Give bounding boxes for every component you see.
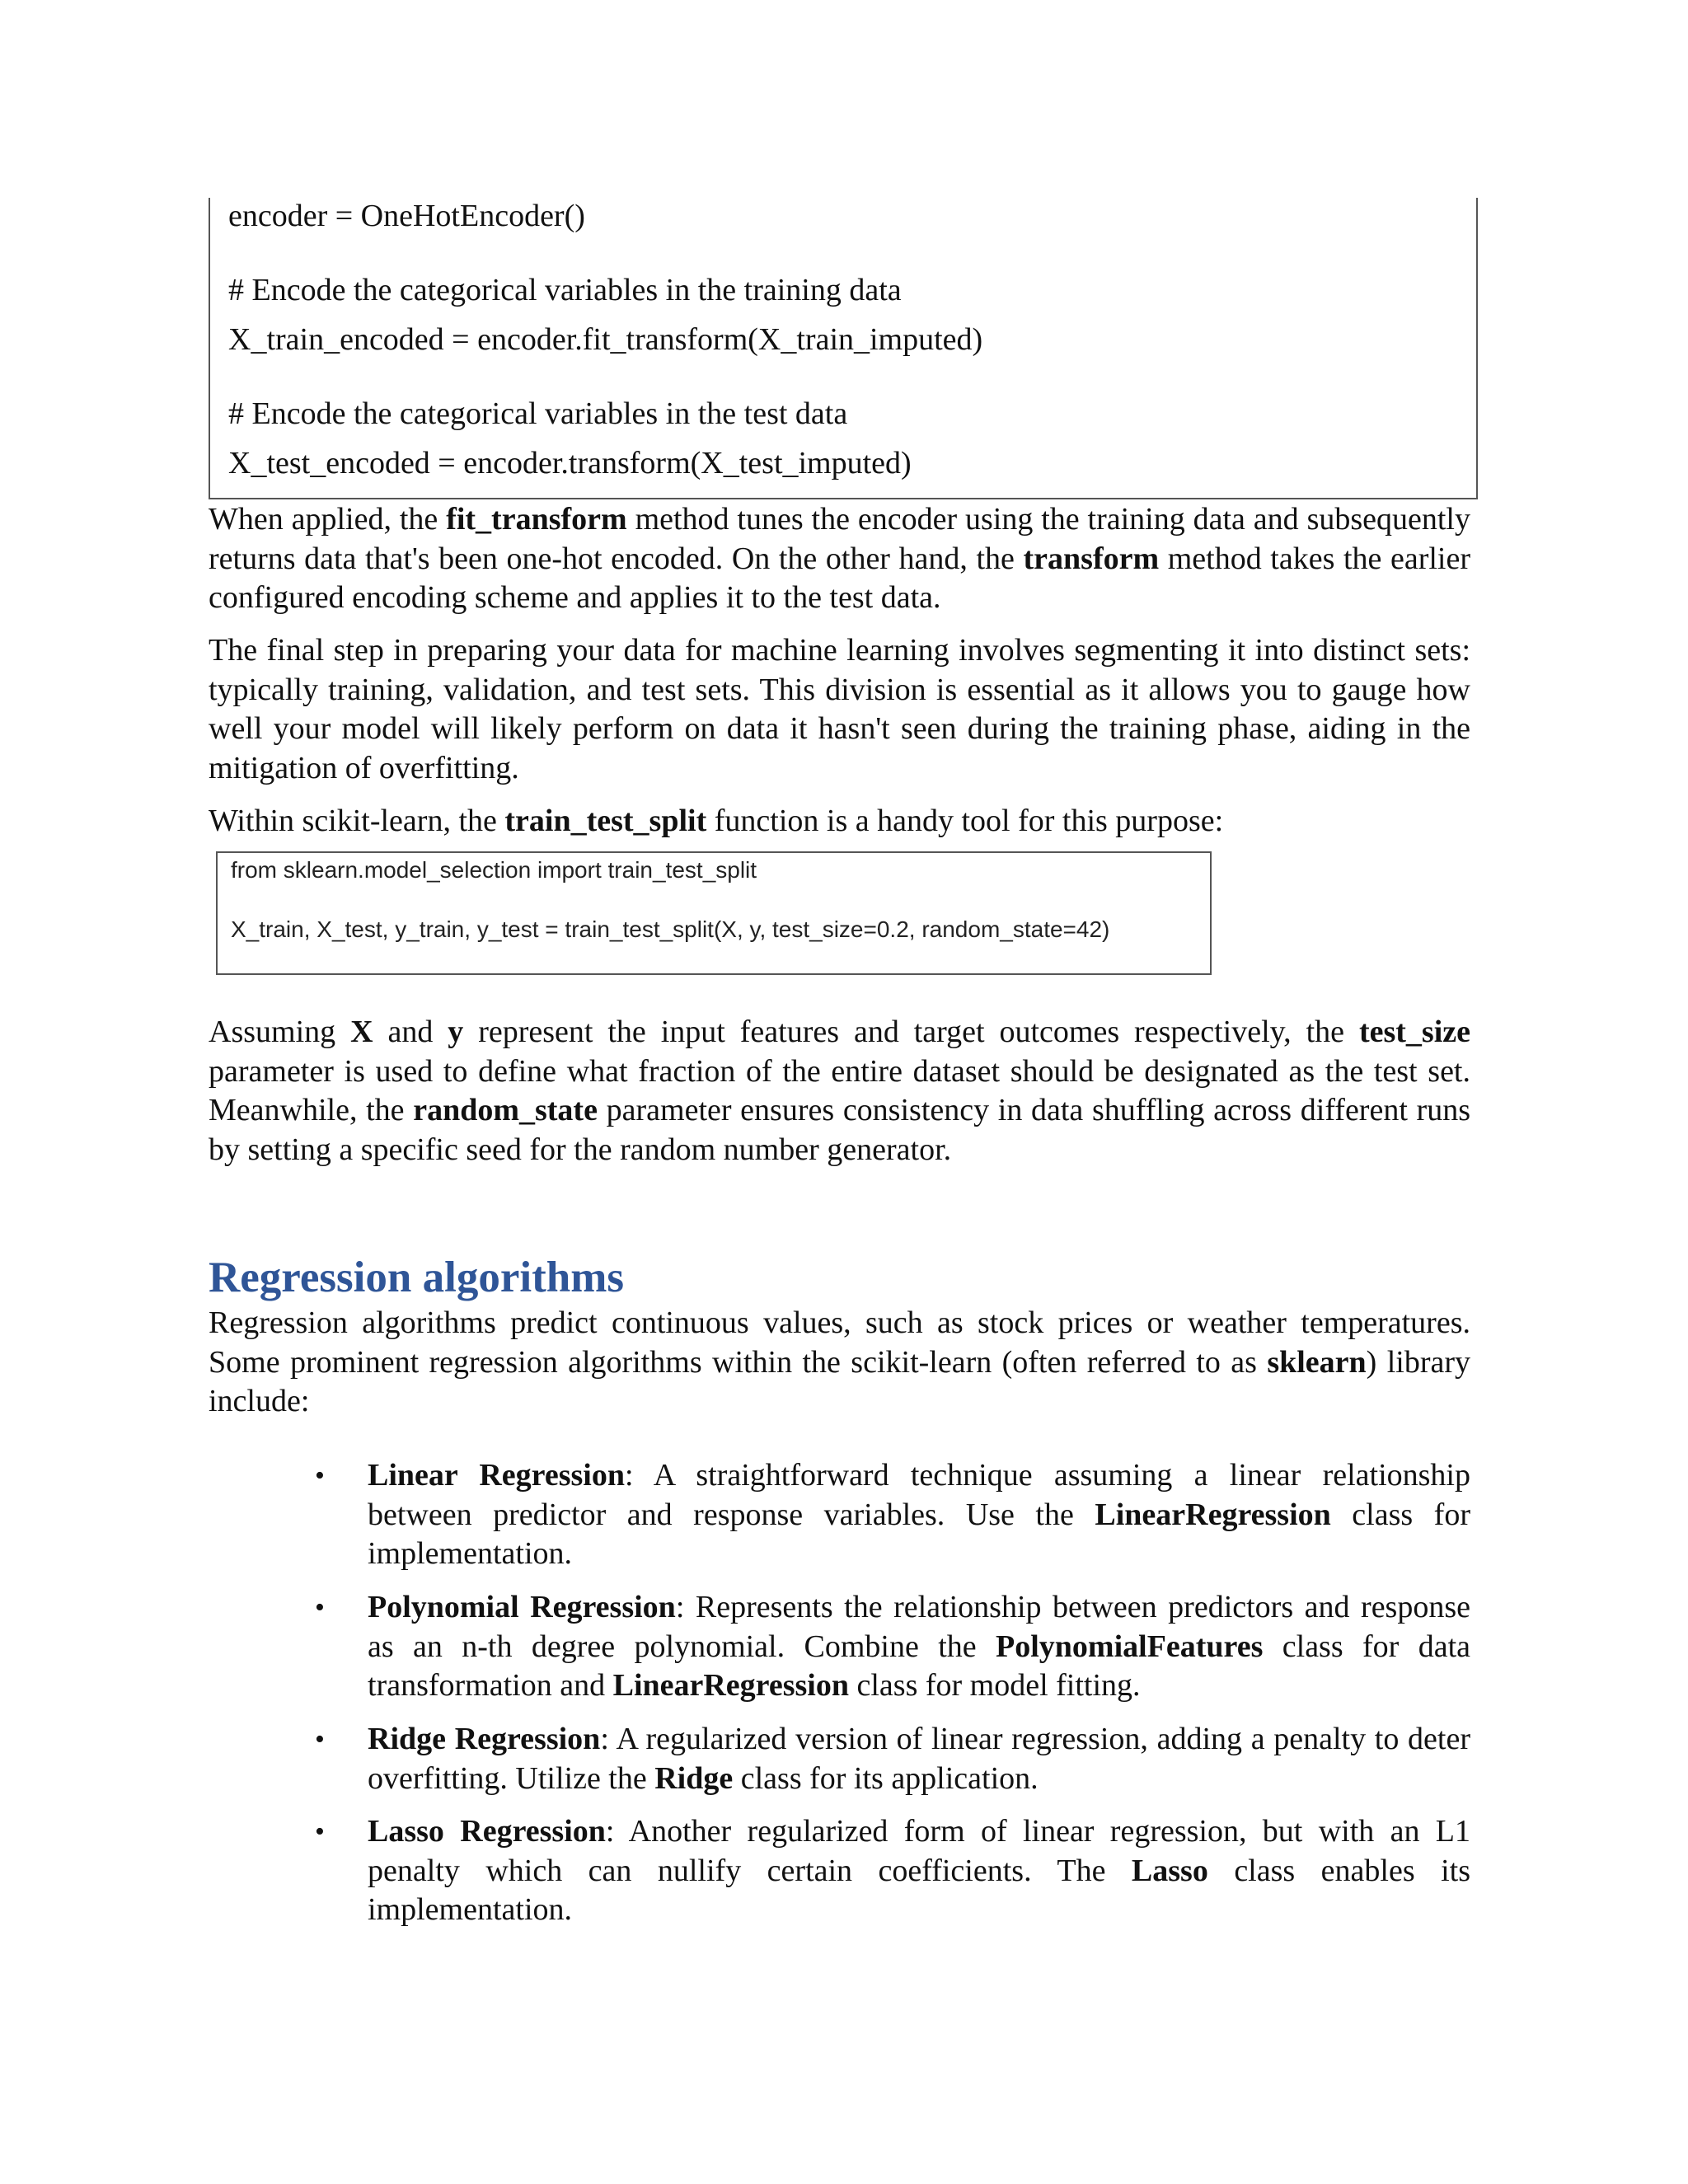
bold-term: transform [1023,541,1160,576]
bold-term: Lasso [1131,1853,1208,1888]
bold-term: LinearRegression [612,1668,849,1703]
bold-term: X [350,1015,373,1049]
paragraph-assuming [209,1013,1470,1169]
list-item [368,1812,1470,1930]
bold-term: Ridge Regression [368,1722,601,1756]
bold-term: test_size [1358,1015,1471,1049]
code-line: X_train_encoded = encoder.fit_transform(X_train_imputed) [228,322,983,357]
text-run: ) library include: [209,1344,1470,1418]
code-comment: # Encode the categorical variables in the test data [228,396,848,431]
bold-term: train_test_split [504,804,707,838]
text-run: : A straightforward technique assuming a linear relationship between predictor and response variables. Use the [368,1458,1470,1532]
section-heading: Regression algorithms [209,1254,624,1301]
text-run: method tunes the encoder using the training data and subsequently returns data that's been one-hot encoded. On the other hand, the [209,502,1470,576]
text-run: When applied, the [209,502,447,537]
text-run: : A regularized version of linear regression, adding a penalty to deter overfitting. Utilize the [368,1722,1470,1796]
paragraph-fit-transform [209,500,1470,618]
code-block-onehot [209,198,1478,499]
text-run: parameter ensures consistency in data shuffling across different runs by setting a specific seed for the random number generator. [209,1093,1470,1167]
code-line: from sklearn.model_selection import train_test_split [231,857,757,883]
bold-term: Polynomial Regression [368,1590,676,1624]
code-block-train-test-split [216,851,1212,975]
text-run: : Another regularized form of linear regression, but with an L1 penalty which can nullify certain coefficients. The [368,1814,1471,1888]
bullet-icon: • [315,1592,325,1623]
bold-term: LinearRegression [1095,1497,1331,1532]
code-comment: # Encode the categorical variables in the training data [228,273,902,307]
bold-term: sklearn [1267,1344,1367,1380]
text-run: : Represents the relationship between predictors and response as an n-th degree polynomial. Combine the [368,1590,1470,1664]
bold-term: y [448,1015,464,1049]
text-run: class enables its implementation. [368,1853,1470,1927]
bold-term: PolynomialFeatures [996,1629,1264,1664]
list-item [368,1720,1470,1798]
text-run: class for its application. [733,1760,1039,1796]
text-run: method takes the earlier configured encoding scheme and applies it to the test data. [209,541,1470,615]
list-item [368,1588,1470,1706]
text-run: represent the input features and target outcomes respectively, the [463,1015,1359,1049]
text-run: class for data transformation and [368,1629,1470,1703]
code-line: X_test_encoded = encoder.transform(X_test_imputed) [228,446,912,480]
bullet-icon: • [315,1816,325,1847]
bold-term: fit_transform [446,502,627,537]
text-run: Within scikit-learn, the [209,804,505,838]
text-run: Assuming [209,1015,351,1049]
bold-term: Linear Regression [368,1458,625,1493]
bullet-icon: • [315,1724,325,1755]
text-run: function is a handy tool for this purpose: [706,804,1224,838]
paragraph-train-test-split [209,802,1470,841]
text-run: class for implementation. [368,1497,1470,1571]
paragraph-regression-intro [209,1304,1470,1422]
text-run: Regression algorithms predict continuous values, such as stock prices or weather temperatures. Some prominent regression algorithms within the scikit-learn (often referred to as [209,1305,1470,1380]
code-line: encoder = OneHotEncoder() [228,199,585,233]
text-run: and [373,1015,448,1049]
bold-term: random_state [413,1093,598,1127]
code-line: X_train, X_test, y_train, y_test = train_test_split(X, y, test_size=0.2, random_state=42) [231,916,1110,942]
bold-term: Lasso Regression [368,1814,606,1849]
bold-term: Ridge [654,1760,734,1796]
bullet-icon: • [315,1460,325,1491]
paragraph-final-step: The final step in preparing your data for machine learning involves segmenting it into distinct sets: typically training, validation, and test sets. This division is essential as it allows you to gauge how well your model will likely perform on data it hasn't seen during the training phase, aiding in the mitigation of overfitting. [209,633,1470,785]
list-item [368,1456,1470,1574]
text-run: class for model fitting. [849,1668,1141,1703]
text-run: parameter is used to define what fraction of the entire dataset should be designated as the test set. Meanwhile, the [209,1053,1470,1127]
